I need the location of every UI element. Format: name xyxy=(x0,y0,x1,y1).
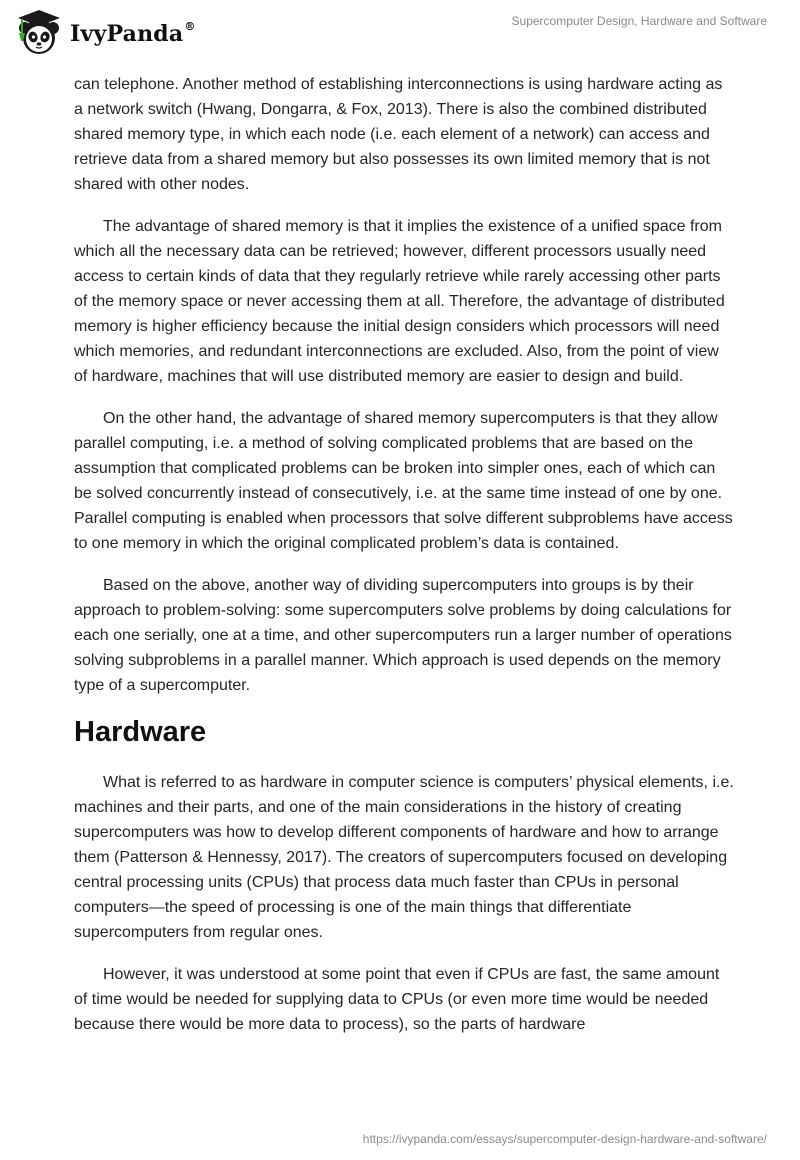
registered-mark: ® xyxy=(184,19,196,33)
paragraph: The advantage of shared memory is that it implies the existence of a unified space from which all the necessary data can be retrieved; however, different processors usually need access to certain kinds of data that they regularly retrieve while rarely accessing other parts of the memory space or never accessing them at all. Therefore, the advantage of distributed memory is higher efficiency because the initial design considers which processors will need which memories, and redundant interconnections are excluded. Also, from the point of view of hardware, machines that will use distributed memory are easier to design and build. xyxy=(74,218,725,385)
paragraph: However, it was understood at some point that even if CPUs are fast, the same amount of time would be needed for supplying data to CPUs (or even more time would be needed because there would be more data to process), so the parts of hardware xyxy=(74,966,720,1033)
panda-graduate-icon xyxy=(14,8,64,58)
document-title: Supercomputer Design, Hardware and Software xyxy=(511,14,767,28)
footer-url[interactable]: https://ivypanda.com/essays/supercomputer-design-hardware-and-software/ xyxy=(362,1132,767,1146)
page-header xyxy=(0,0,800,70)
paragraph: What is referred to as hardware in computer science is computers’ physical elements, i.e. machines and their parts, and one of the main considerations in the history of creating supercomputers was how to develop different components of hardware and how to arrange them (Patterson & Hennessy, 2017). The creators of supercomputers focused on developing central processing units (CPUs) that process data much faster than CPUs in personal computers—the speed of processing is one of the main things that differentiate supercomputers from regular ones. xyxy=(74,774,734,941)
essay-content xyxy=(74,72,734,1054)
section-heading-hardware: Hardware xyxy=(74,716,207,748)
paragraph: Based on the above, another way of dividing supercomputers into groups is by their approach to problem-solving: some supercomputers solve problems by doing calculations for each one serially, one at a time, and other supercomputers run a larger number of operations solving subproblems in a parallel manner. Which approach is used depends on the memory type of a supercomputer. xyxy=(74,577,732,694)
paragraph: On the other hand, the advantage of shared memory supercomputers is that they allow parallel computing, i.e. a method of solving complicated problems that are based on the assumption that complicated problems can be broken into simpler ones, each of which can be solved concurrently instead of consecutively, i.e. at the same time instead of one by one. Parallel computing is enabled when processors that solve different subproblems have access to one memory in which the original complicated problem’s data is contained. xyxy=(74,410,733,552)
paragraph: can telephone. Another method of establishing interconnections is using hardware acting as a network switch (Hwang, Dongarra, & Fox, 2013). There is also the combined distributed shared memory type, in which each node (i.e. each element of a network) can access and retrieve data from a shared memory but also possesses its own limited memory that is not shared with other nodes. xyxy=(74,76,723,193)
brand-name: IvyPanda® xyxy=(70,19,196,47)
ivypanda-logo[interactable] xyxy=(14,8,196,58)
